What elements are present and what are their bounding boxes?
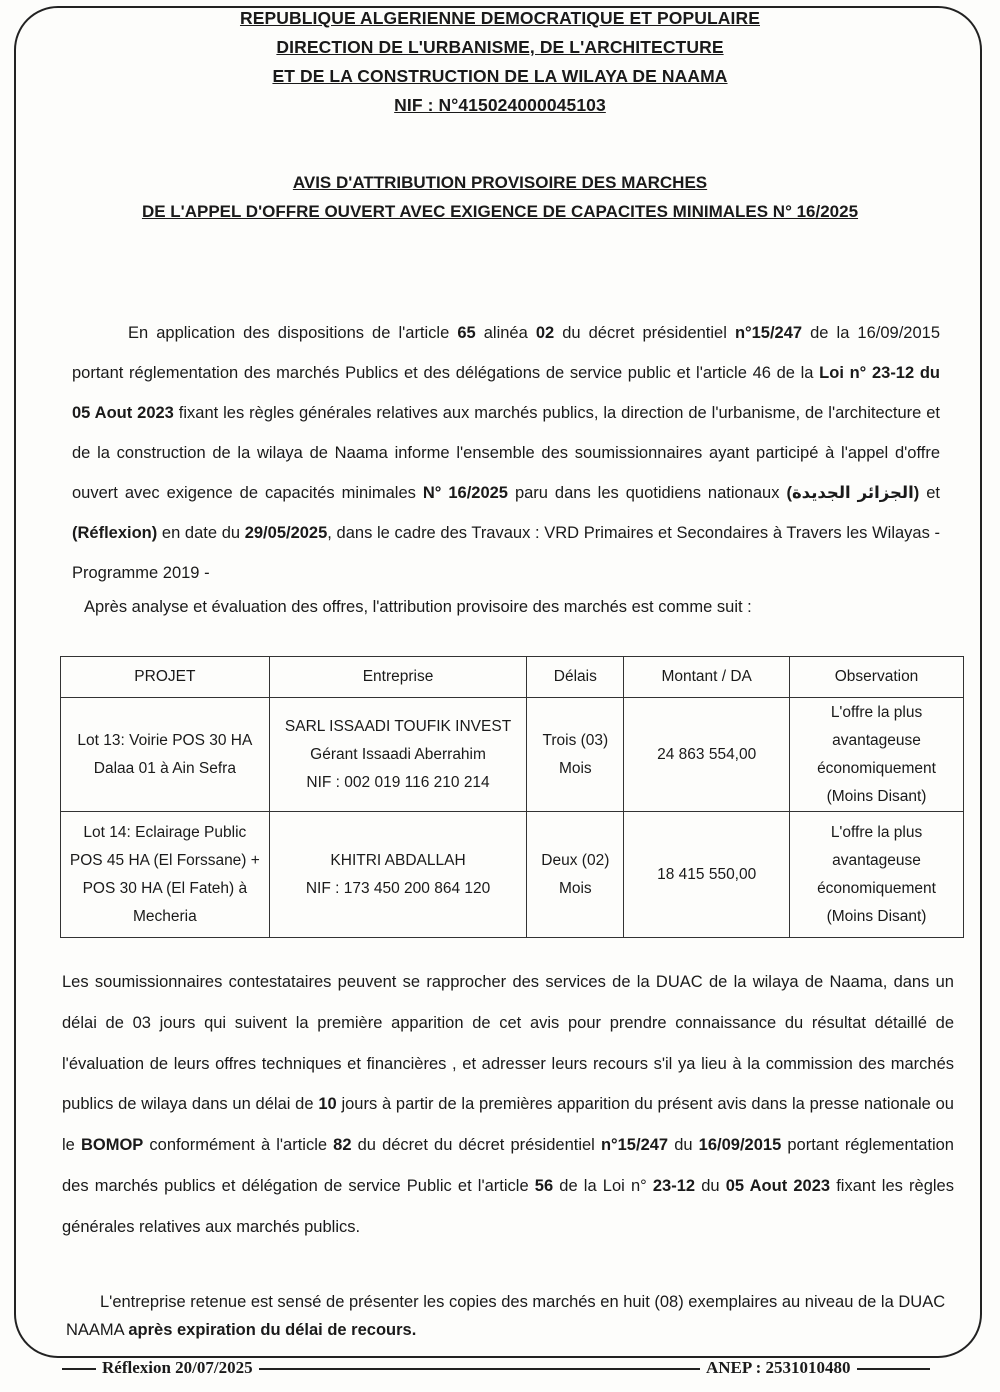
cell-delais: Deux (02) Mois (527, 812, 624, 938)
header-republic: REPUBLIQUE ALGERIENNE DEMOCRATIQUE ET POPULAIRE (239, 8, 760, 28)
header-montant: Montant / DA (624, 657, 790, 698)
footer-publication: Réflexion 20/07/2025 (96, 1358, 259, 1378)
cell-projet: Lot 13: Voirie POS 30 HA Dalaa 01 à Ain Sefra (61, 698, 270, 812)
cell-observation: L'offre la plus avantageuse économiquement (Moins Disant) (790, 698, 964, 812)
header-projet: PROJET (61, 657, 270, 698)
title-line-1: AVIS D'ATTRIBUTION PROVISOIRE DES MARCHES (292, 173, 708, 192)
closing-paragraph: L'entreprise retenue est sensé de présenter les copies des marchés en huit (08) exemplaires au niveau de la DUAC NAAMA après expiration du délai de recours. (66, 1293, 946, 1339)
cell-montant: 24 863 554,00 (624, 698, 790, 812)
analysis-paragraph: Après analyse et évaluation des offres, l'attribution provisoire des marchés est comme suit : (84, 598, 752, 616)
table-row (61, 698, 964, 812)
cell-entreprise: SARL ISSAADI TOUFIK INVEST Gérant Issaadi Aberrahim NIF : 002 019 116 210 214 (269, 698, 527, 812)
title-line-2: DE L'APPEL D'OFFRE OUVERT AVEC EXIGENCE DE CAPACITES MINIMALES N° 16/2025 (141, 202, 859, 221)
cell-projet: Lot 14: Eclairage Public POS 45 HA (El Forssane) + POS 30 HA (El Fateh) à Mecheria (61, 812, 270, 938)
header-delais: Délais (527, 657, 624, 698)
cell-montant: 18 415 550,00 (624, 812, 790, 938)
footer-anep: ANEP : 2531010480 (700, 1358, 857, 1378)
cell-entreprise: KHITRI ABDALLAH NIF : 173 450 200 864 120 (269, 812, 527, 938)
header-nif: NIF : N°415024000045103 (394, 95, 606, 115)
header-wilaya: ET DE LA CONSTRUCTION DE LA WILAYA DE NAAMA (272, 66, 728, 86)
header-entreprise: Entreprise (269, 657, 527, 698)
attribution-table (60, 656, 964, 938)
header-direction: DIRECTION DE L'URBANISME, DE L'ARCHITECTURE (276, 37, 724, 57)
cell-delais: Trois (03) Mois (527, 698, 624, 812)
document-header (0, 4, 1000, 120)
table-header-row (61, 657, 964, 698)
intro-paragraph: En application des dispositions de l'article 65 alinéa 02 du décret présidentiel n°15/247 de la 16/09/2015 portant réglementation des marchés Publics et des délégations de service public et l'article 46 de la Loi n° 23-12 du 05 Aout 2023 fixant les règles générales relatives aux marchés publics, la direction de l'urbanisme, de l'architecture et de la construction de la wilaya de Naama informe l'ensemble des soumissionnaires ayant participé à l'appel d'offre ouvert avec exigence de capacités minimales N° 16/2025 paru dans les quotidiens nationaux (الجزائر الجديدة) et (Réflexion) en date du 29/05/2025, dans le cadre des Travaux : VRD Primaires et Secondaires à Travers les Wilayas - Programme 2019 - (72, 324, 941, 582)
recourse-paragraph: Les soumissionnaires contestataires peuvent se rapprocher des services de la DUAC de la wilaya de Naama, dans un délai de 03 jours qui suivent la première apparition de cet avis pour prendre connaissance du résultat détaillé de l'évaluation de leurs offres techniques et financières , et adresser leurs recours s'il ya lieu à la commission des marchés publics de wilaya dans un délai de 10 jours à partir de la premières apparition du présent avis dans la presse nationale ou le BOMOP conformément à l'article 82 du décret du décret présidentiel n°15/247 du 16/09/2015 portant réglementation des marchés publics et délégation de service Public et l'article 56 de la Loi n° 23-12 du 05 Aout 2023 fixant les règles générales relatives aux marchés publics. (62, 973, 954, 1236)
header-observation: Observation (790, 657, 964, 698)
table-row (61, 812, 964, 938)
cell-observation: L'offre la plus avantageuse économiquement (Moins Disant) (790, 812, 964, 938)
notice-title (0, 168, 1000, 226)
